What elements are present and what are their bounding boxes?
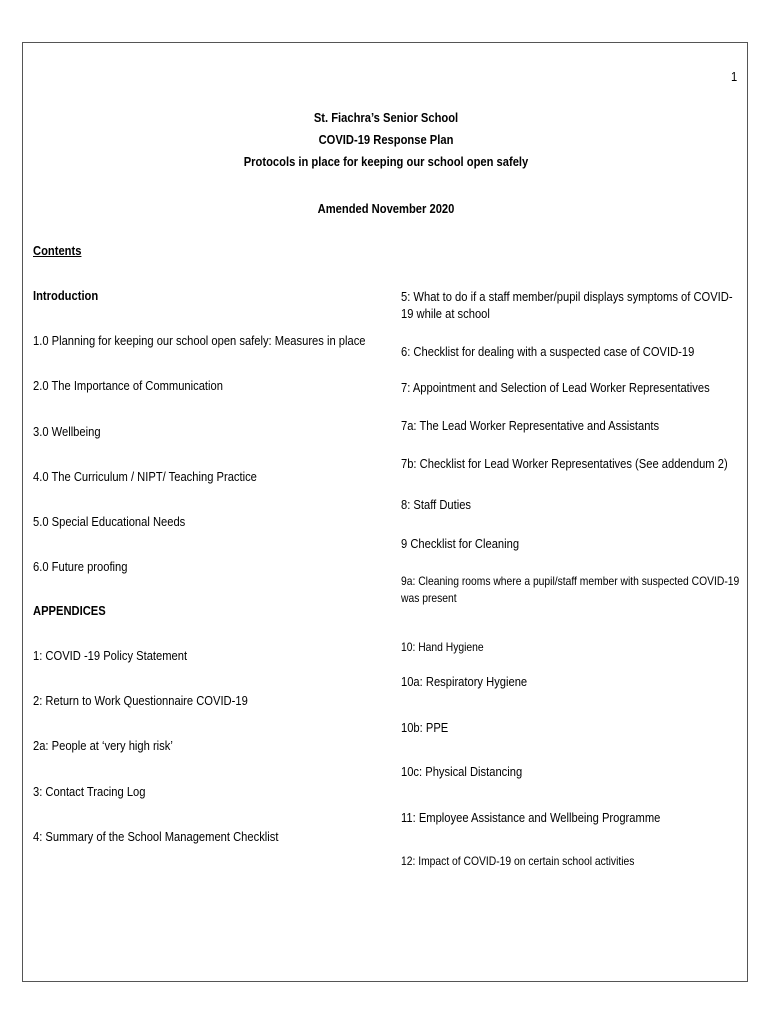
appendix-9a: 9a: Cleaning rooms where a pupil/staff member with suspected COVID-19 was present bbox=[401, 574, 740, 605]
appendix-12: 12: Impact of COVID-19 on certain school activities bbox=[401, 854, 635, 868]
appendix-6: 6: Checklist for dealing with a suspected case of COVID-19 bbox=[401, 344, 695, 359]
appendix-3: 3: Contact Tracing Log bbox=[33, 784, 146, 799]
appendix-8: 8: Staff Duties bbox=[401, 497, 472, 512]
appendix-7a: 7a: The Lead Worker Representative and Assistants bbox=[401, 418, 660, 433]
toc-item-5-0: 5.0 Special Educational Needs bbox=[33, 514, 186, 529]
toc-item-6-0: 6.0 Future proofing bbox=[33, 559, 128, 574]
appendices-heading: APPENDICES bbox=[33, 603, 106, 618]
document-page bbox=[22, 42, 748, 982]
appendix-11: 11: Employee Assistance and Wellbeing Programme bbox=[401, 810, 661, 825]
appendix-1: 1: COVID -19 Policy Statement bbox=[33, 648, 188, 663]
appendix-2a: 2a: People at ‘very high risk’ bbox=[33, 738, 173, 753]
page-number: 1 bbox=[731, 69, 738, 84]
plan-title: COVID-19 Response Plan bbox=[318, 132, 454, 147]
appendix-5: 5: What to do if a staff member/pupil displays symptoms of COVID-19 while at school bbox=[401, 289, 733, 321]
appendix-10a: 10a: Respiratory Hygiene bbox=[401, 674, 528, 689]
appendix-10: 10: Hand Hygiene bbox=[401, 640, 484, 654]
appendix-4: 4: Summary of the School Management Checklist bbox=[33, 829, 279, 844]
appendix-9: 9 Checklist for Cleaning bbox=[401, 536, 520, 551]
introduction-heading: Introduction bbox=[33, 288, 99, 303]
amended-date: Amended November 2020 bbox=[317, 201, 455, 216]
appendix-2: 2: Return to Work Questionnaire COVID-19 bbox=[33, 693, 248, 708]
school-name: St. Fiachra’s Senior School bbox=[313, 110, 459, 125]
contents-heading: Contents bbox=[33, 243, 82, 258]
toc-item-3-0: 3.0 Wellbeing bbox=[33, 424, 101, 439]
plan-subtitle: Protocols in place for keeping our school open safely bbox=[243, 154, 529, 169]
appendix-10b: 10b: PPE bbox=[401, 720, 449, 735]
toc-item-1-0: 1.0 Planning for keeping our school open safely: Measures in place bbox=[33, 333, 366, 348]
appendix-7b: 7b: Checklist for Lead Worker Representatives (See addendum 2) bbox=[401, 456, 728, 471]
appendix-10c: 10c: Physical Distancing bbox=[401, 764, 523, 779]
appendix-7: 7: Appointment and Selection of Lead Worker Representatives bbox=[401, 380, 710, 395]
toc-item-4-0: 4.0 The Curriculum / NIPT/ Teaching Practice bbox=[33, 469, 257, 484]
toc-item-2-0: 2.0 The Importance of Communication bbox=[33, 378, 223, 393]
